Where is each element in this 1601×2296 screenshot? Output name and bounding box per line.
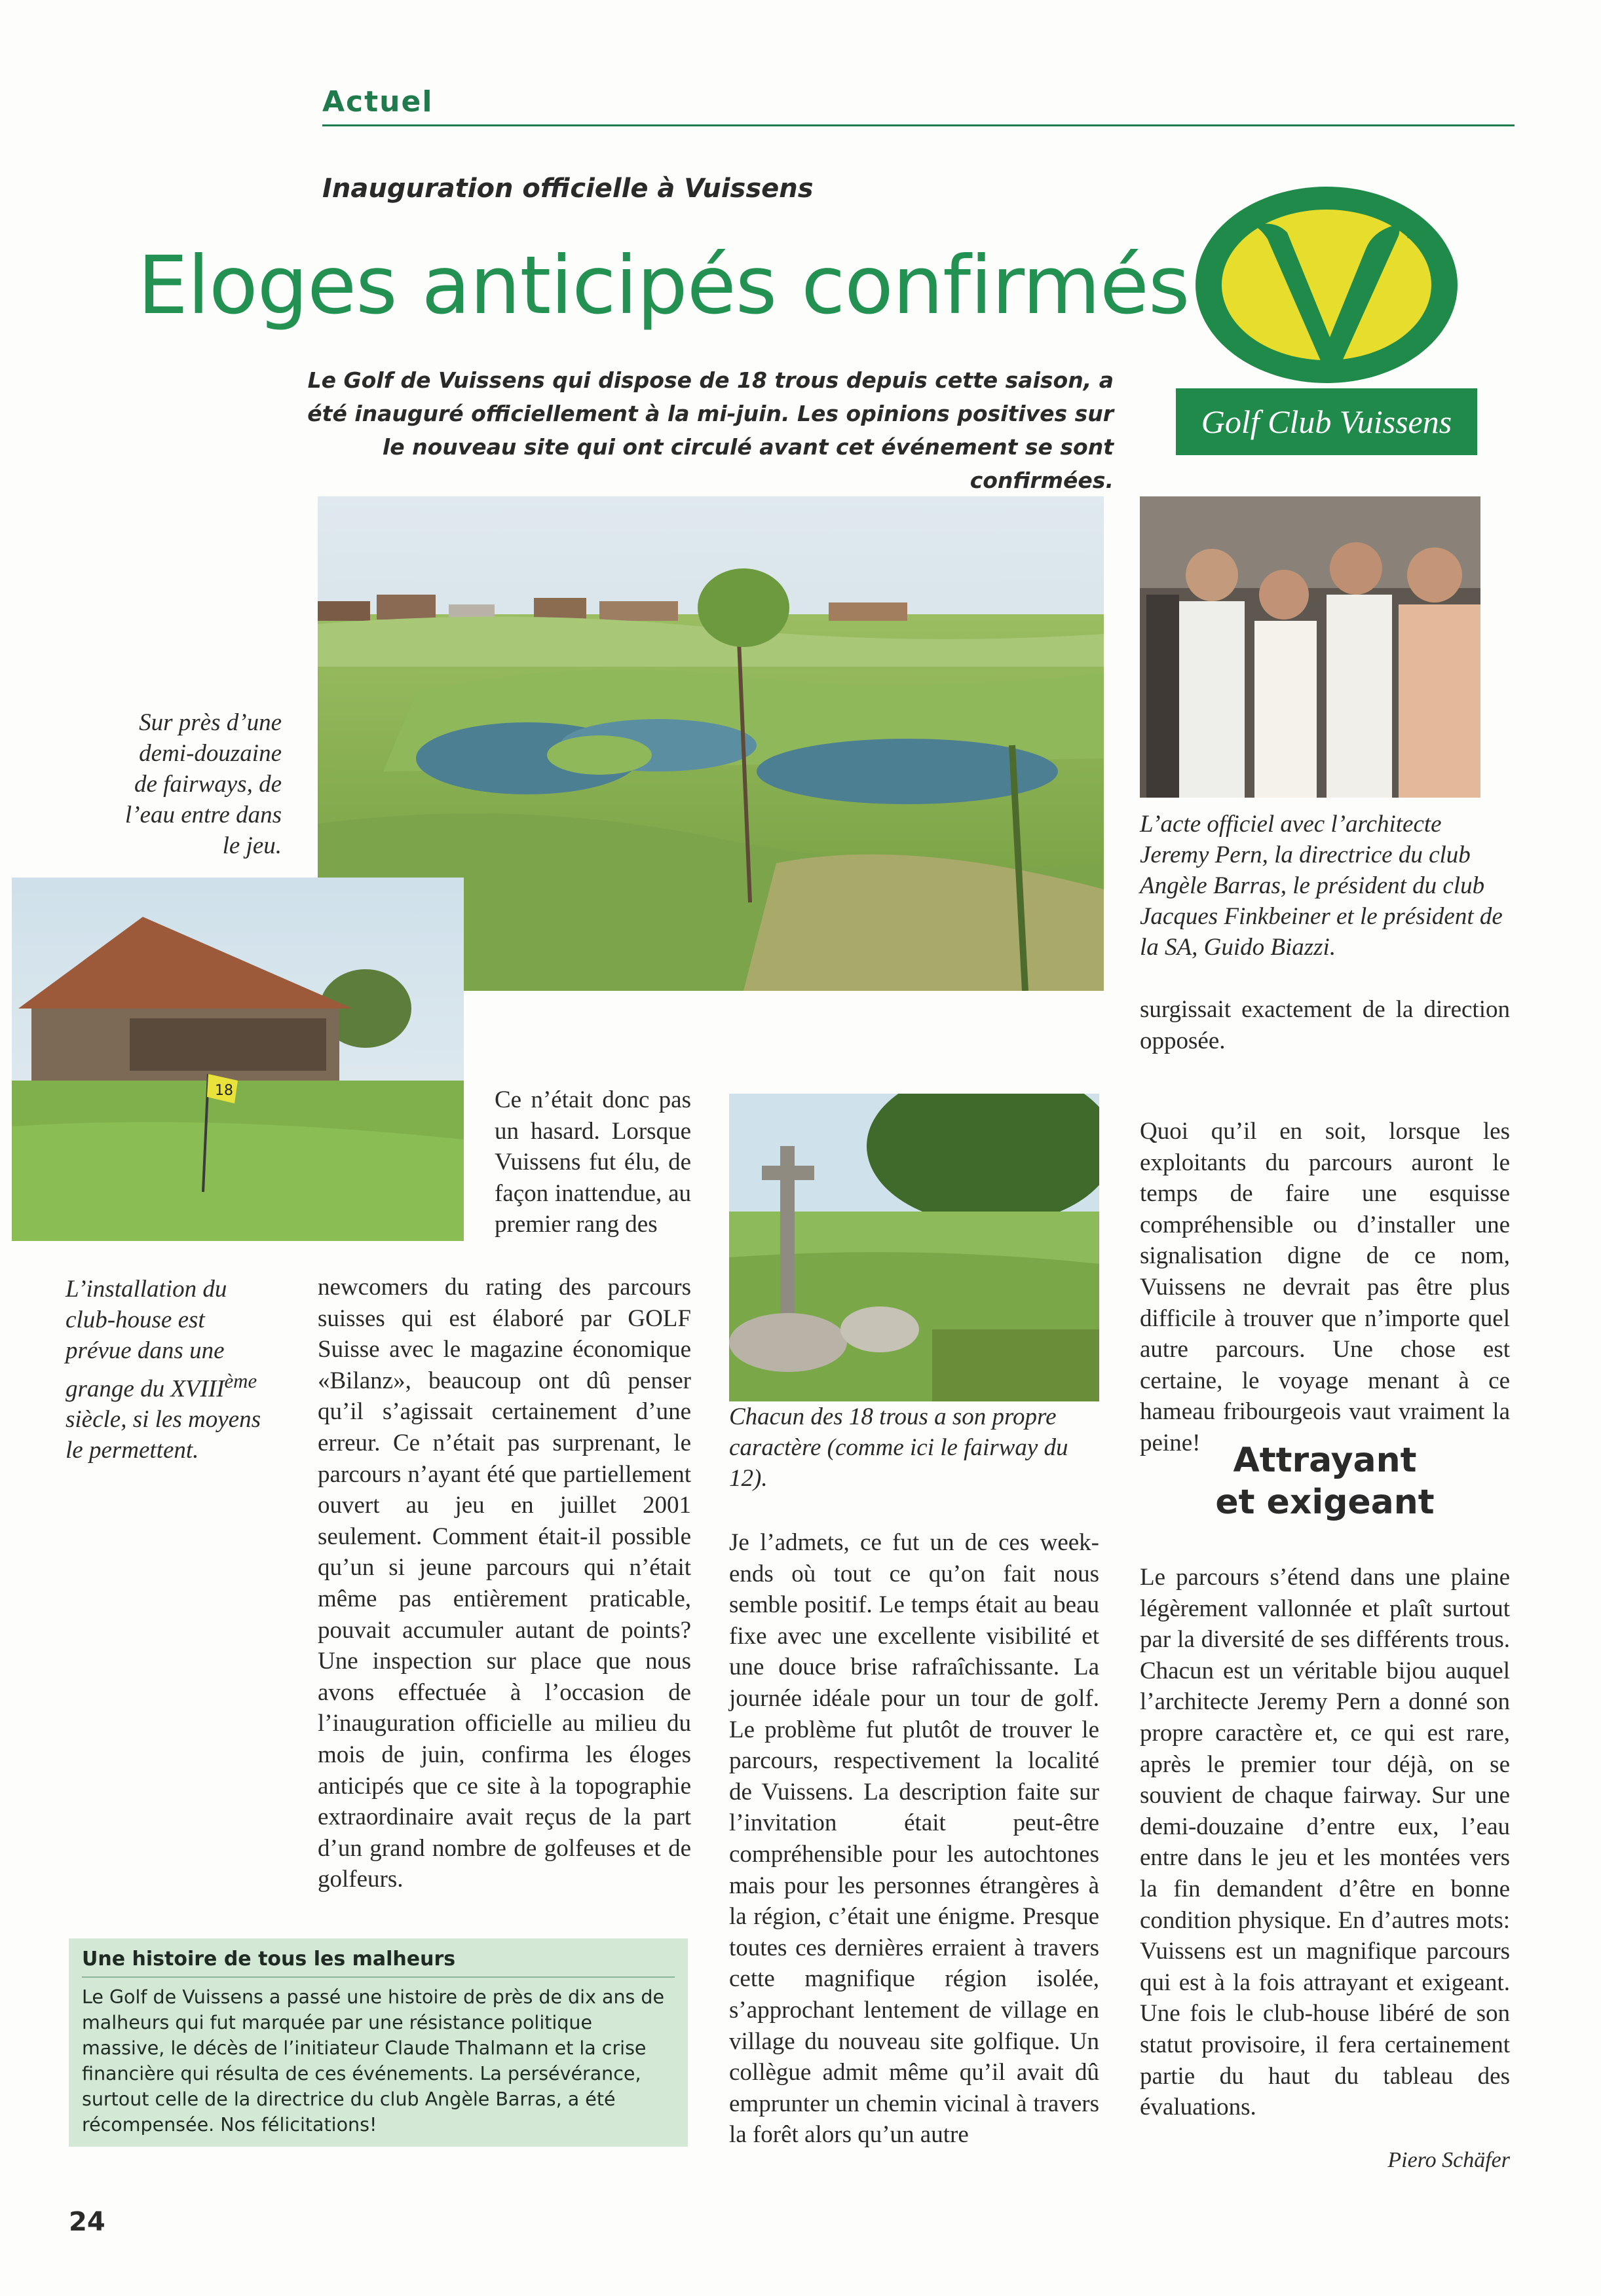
article-right-end: Le parcours s’étend dans une plaine légèrement vallonnée et plaît surtout par la diversité de ses différents trous. Chacun est un véritable bijou auquel l’architecte Jeremy Pern a donné son propre caractère et, ce qui est rare, après le premier tour déjà, on se souvient de chaque fairway. Sur une demi-douzaine d’entre eux, l’eau entre dans le jeu et les montées vers la fin demandent d’être en bonne condition physique. En d’autres mots: Vuissens est un magnifique parcours qui est à la fois attrayant et exigeant. Une fois le club-house libéré de son statut provisoire, il fera certainement partie du haut du tableau des évaluations. — [1140, 1564, 1510, 2121]
article-right-top: surgissait exactement de la direction opposée. — [1140, 996, 1510, 1054]
caption-group: L’acte officiel avec l’architecte Jeremy Pern, la directrice du club Angèle Barras, le président du club Jacques Finkbeiner et le président de la SA, Guido Biazzi. — [1140, 811, 1503, 961]
info-box-text: Le Golf de Vuissens a passé une histoire de près de dix ans de malheurs qui fut marquée par une résistance politique massive, le décès de l’initiateur Claude Thalmann et la crise financière qui résulta de ces événements. La persévérance, surtout celle de la directrice du club Angèle Barras, a été récompensée. Nos félicitations! — [82, 1986, 665, 2136]
golf-club-logo — [1176, 187, 1477, 455]
caption-barn: L’installation du club-house est prévue dans une grange du XVIIIème siècle, si les moyens le permettent. — [66, 1276, 261, 1464]
section-label: Actuel — [322, 85, 434, 119]
caption-barn-superscript: ème — [224, 1370, 257, 1392]
article-right-middle: Quoi qu’il en soit, lorsque les exploitants du parcours auront le temps de faire une esquisse compréhensible ou d’installer une signalisation digne de ce nom, Vuissens ne devrait pas être plus difficile à trouver que n’importe quel autre parcours. Une chose est certaine, le voyage menant à ce hameau fribourgeois vaut vraiment la peine! — [1140, 1118, 1510, 1456]
article-middle: Je l’admets, ce fut un de ces week-ends où tout ce qu’on fait nous semble positif. Le temps était au beau fixe avec une excellente visibilité et une douce brise rafraîchissante. La journée idéale pour un tour de golf. Le problème fut plutôt de trouver le parcours, respectivement la localité de Vuissens. La description faite sur l’invitation était peut-être compréhensible pour les autochtones mais pour les personnes étrangères à la région, c’était une énigme. Presque toutes ces dernières erraient à travers cette magnifique région isolée, s’approchant lentement de village en village du nouveau site golfique. Un collègue admit même qu’il avait dû emprunter un chemin vicinal à travers la forêt alors qu’un autre — [729, 1529, 1099, 2149]
page-number: 24 — [69, 2207, 105, 2237]
svg-text:18: 18 — [215, 1083, 233, 1099]
header-rule — [322, 124, 1515, 126]
officials-group-photo — [1140, 496, 1480, 798]
author-byline: Piero Schäfer — [1387, 2148, 1510, 2172]
caption-cross: Chacun des 18 trous a son propre caractère (comme ici le fairway du 12). — [729, 1403, 1068, 1492]
logo-emblem — [1176, 187, 1477, 390]
article-left-main: newcomers du rating des parcours suisses qui est élaboré par GOLF Suisse avec le magazine économique «Bilanz», beaucoup ont dû penser qu’il s’agissait certainement d’une erreur. Ce n’était pas surprenant, le parcours n’ayant été que partiellement ouvert au jeu en juillet 2001 seulement. Comment était-il possible qu’un si jeune parcours qui n’était même pas entièrement praticable, pouvait accumuler autant de points? Une inspection sur place que nous avons effectuée à l’occasion de l’inauguration officielle au milieu du mois de juin, confirma les éloges anticipés que ce site à la topographie extraordinaire avait reçus de la part d’un grand nombre de golfeuses et de golfeurs. — [318, 1274, 691, 1893]
info-box — [69, 1938, 688, 2147]
logo-text: Golf Club Vuissens — [1201, 403, 1452, 440]
info-box-rule — [82, 1976, 675, 1978]
subheading: Attrayant et exigeant — [1215, 1441, 1435, 1522]
lead-paragraph: Le Golf de Vuissens qui dispose de 18 trous depuis cette saison, a été inauguré officiellement à la mi-juin. Les opinions positives sur le nouveau site qui ont circulé avant cet événement se sont confirmées. — [307, 367, 1114, 493]
barn-clubhouse-photo — [12, 878, 464, 1241]
headline: Eloges anticipés confirmés — [138, 239, 1190, 332]
kicker: Inauguration officielle à Vuissens — [322, 174, 814, 204]
caption-water: Sur près d’une demi-douzaine de fairways, de l’eau entre dans le jeu. — [124, 709, 282, 859]
stone-cross-fairway-photo — [729, 1094, 1099, 1401]
info-box-title: Une histoire de tous les malheurs — [82, 1948, 456, 1971]
article-left-first: Ce n’était donc pas un hasard. Lorsque Vuissens fut élu, de façon inattendue, au premier rang des — [495, 1086, 691, 1238]
